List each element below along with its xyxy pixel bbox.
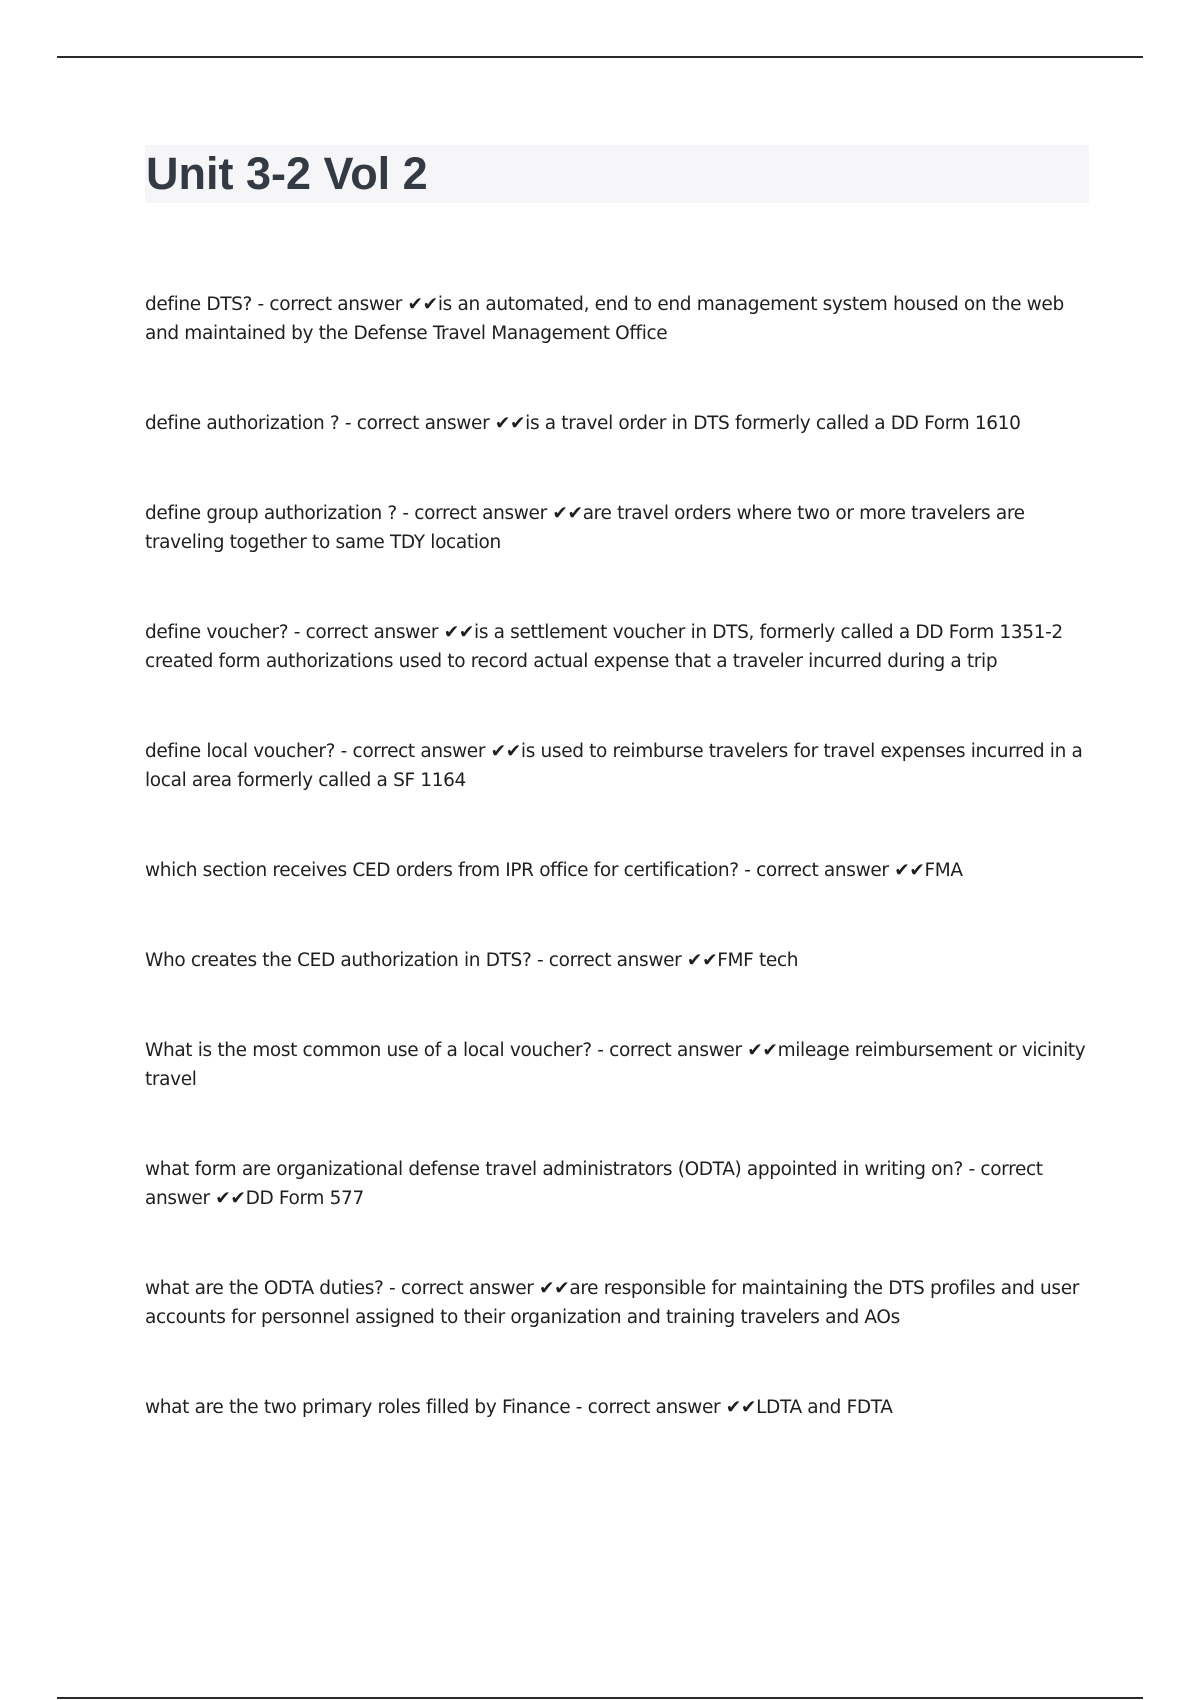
answer-text: FMF tech xyxy=(717,950,799,971)
qa-item xyxy=(145,499,1095,557)
check-mark-icon: ✔✔ xyxy=(747,1040,778,1061)
qa-item xyxy=(145,1393,1095,1422)
title-band xyxy=(145,145,1089,203)
question-text: define local voucher? xyxy=(145,741,336,762)
qa-item xyxy=(145,409,1095,438)
page-title: Unit 3-2 Vol 2 xyxy=(146,148,428,199)
question-text: what form are organizational defense travel administrators (ODTA) appointed in writing on? xyxy=(145,1159,963,1180)
qa-item xyxy=(145,946,1095,975)
question-text: What is the most common use of a local voucher? xyxy=(145,1040,592,1061)
question-text: define group authorization ? xyxy=(145,503,397,524)
answer-text: DD Form 577 xyxy=(245,1188,364,1209)
qa-item xyxy=(145,737,1095,795)
check-mark-icon: ✔✔ xyxy=(490,741,521,762)
check-mark-icon: ✔✔ xyxy=(686,950,718,971)
answer-text: LDTA and FDTA xyxy=(756,1397,893,1418)
answer-separator: - correct answer xyxy=(591,1040,748,1061)
check-mark-icon: ✔✔ xyxy=(407,294,438,315)
answer-text: mileage reimbursement or vicinity travel xyxy=(145,1040,1086,1090)
answer-text: are responsible for maintaining the DTS profiles and user accounts for personnel assigned to their organization and training travelers and AOs xyxy=(145,1278,1080,1328)
check-mark-icon: ✔✔ xyxy=(894,860,925,881)
qa-item xyxy=(145,1036,1095,1094)
check-mark-icon: ✔✔ xyxy=(725,1397,757,1418)
answer-separator: - correct answer xyxy=(738,860,895,881)
answer-text: FMA xyxy=(924,860,963,881)
qa-item xyxy=(145,618,1095,676)
check-mark-icon: ✔✔ xyxy=(494,413,526,434)
bottom-divider xyxy=(57,1697,1143,1699)
question-text: define DTS? xyxy=(145,294,253,315)
answer-separator: - correct answer xyxy=(252,294,408,315)
answer-text: is used to reimburse travelers for travel expenses incurred in a local area formerly called a SF 1164 xyxy=(145,741,1083,791)
answer-separator: - correct answer xyxy=(145,1159,1043,1209)
answer-separator: - correct answer xyxy=(335,741,491,762)
answer-separator: - correct answer xyxy=(339,413,495,434)
answer-text: is an automated, end to end management system housed on the web and maintained by the Defense Travel Management Office xyxy=(145,294,1064,344)
answer-separator: - correct answer xyxy=(531,950,687,971)
answer-separator: - correct answer xyxy=(396,503,553,524)
answer-separator: - correct answer xyxy=(570,1397,726,1418)
answer-text: are travel orders where two or more travelers are traveling together to same TDY location xyxy=(145,503,1025,553)
question-text: what are the ODTA duties? xyxy=(145,1278,384,1299)
answer-text: is a travel order in DTS formerly called a DD Form 1610 xyxy=(525,413,1021,434)
check-mark-icon: ✔✔ xyxy=(552,503,583,524)
question-text: Who creates the CED authorization in DTS? xyxy=(145,950,532,971)
qa-list xyxy=(145,290,1095,1483)
check-mark-icon: ✔✔ xyxy=(443,622,475,643)
question-text: define voucher? xyxy=(145,622,289,643)
answer-separator: - correct answer xyxy=(288,622,444,643)
check-mark-icon: ✔✔ xyxy=(215,1188,246,1209)
question-text: what are the two primary roles filled by Finance xyxy=(145,1397,571,1418)
top-divider xyxy=(57,56,1143,58)
question-text: define authorization ? xyxy=(145,413,340,434)
answer-separator: - correct answer xyxy=(383,1278,540,1299)
question-text: which section receives CED orders from IPR office for certification? xyxy=(145,860,739,881)
qa-item xyxy=(145,290,1095,348)
answer-text: is a settlement voucher in DTS, formerly called a DD Form 1351-2 created form authorizations used to record actual expense that a traveler incurred during a trip xyxy=(145,622,1063,672)
check-mark-icon: ✔✔ xyxy=(539,1278,570,1299)
qa-item xyxy=(145,1274,1095,1332)
qa-item xyxy=(145,1155,1095,1213)
qa-item xyxy=(145,856,1095,885)
